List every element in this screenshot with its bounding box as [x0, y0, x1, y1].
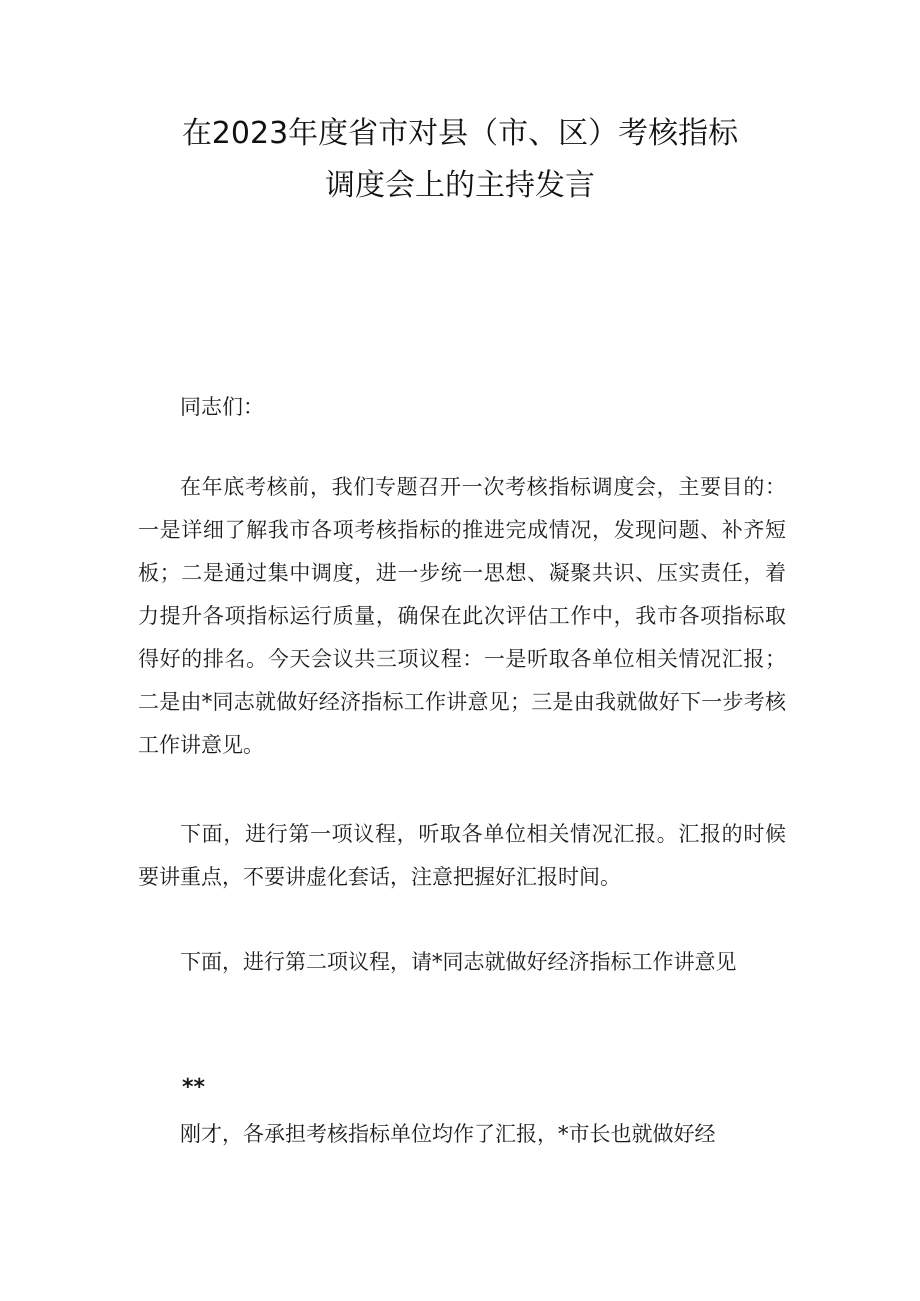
paragraph-summary	[138, 1113, 786, 1156]
salutation-text: 同志们：	[180, 395, 264, 419]
document-title-line-1: 在2023年度省市对县（市、区）考核指标	[181, 116, 739, 151]
paragraph-text: 刚才，各承担考核指标单位均作了汇报，*市长也就做好经	[180, 1122, 716, 1146]
paragraph-text: 下面，进行第二项议程，请*同志就做好经济指标工作讲意见	[180, 950, 737, 974]
separator-text: **	[182, 1075, 206, 1100]
paragraph-second-agenda	[138, 941, 786, 984]
document-title-line-2: 调度会上的主持发言	[325, 168, 595, 203]
paragraph-text: 在年底考核前，我们专题召开一次考核指标调度会，主要目的：一是详细了解我市各项考核指标的推进完成情况，发现问题、补齐短板；二是通过集中调度，进一步统一思想、凝聚共识、压实责任，着力提升各项指标运行质量，确保在此次评估工作中，我市各项指标取得好的排名。今天会议共三项议程：一是听取各单位相关情况汇报；二是由*同志就做好经济指标工作讲意见；三是由我就做好下一步考核工作讲意见。	[138, 475, 786, 757]
paragraph-first-agenda	[138, 813, 786, 899]
paragraph-meeting-purpose	[138, 466, 786, 767]
salutation	[138, 386, 786, 429]
separator-mark	[138, 1066, 786, 1109]
paragraph-text: 下面，进行第一项议程，听取各单位相关情况汇报。汇报的时候要讲重点，不要讲虚化套话，注意把握好汇报时间。	[138, 822, 786, 889]
